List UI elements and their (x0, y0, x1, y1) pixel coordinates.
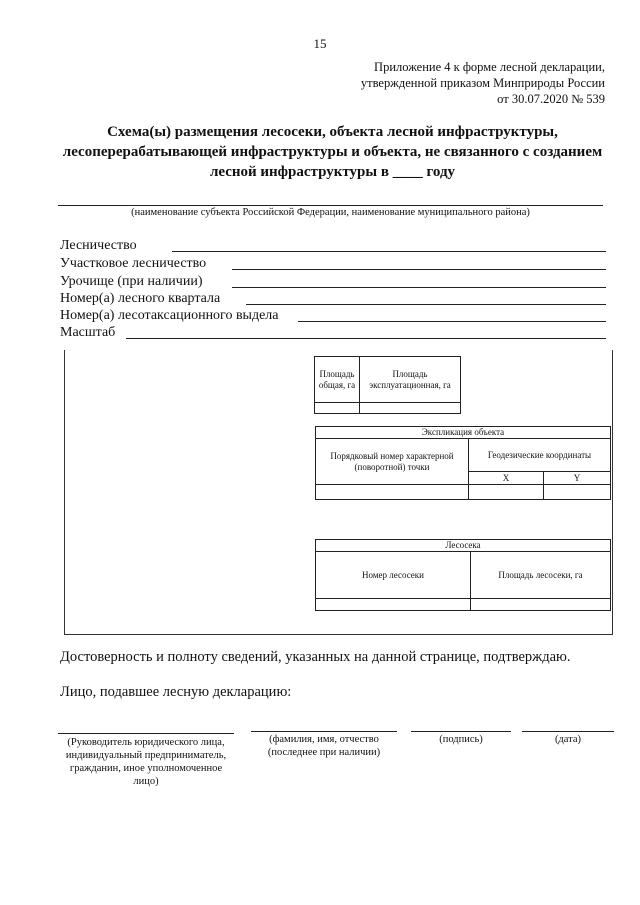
name-caption: (фамилия, имя, отчество (последнее при наличии) (267, 734, 381, 758)
explication-point-cell[interactable] (316, 485, 469, 500)
field-label-district-forestry: Участковое лесничество (60, 256, 207, 271)
lesoseka-number-cell[interactable] (316, 599, 471, 611)
scheme-frame-bottom (64, 634, 612, 635)
scheme-frame-right (612, 350, 613, 635)
field-input-scale[interactable] (126, 338, 606, 339)
lesoseka-number-header: Номер лесосеки (316, 552, 471, 599)
explication-y-header: Y (544, 472, 611, 485)
date-line[interactable] (522, 731, 614, 732)
lesoseka-title: Лесосека (316, 540, 611, 552)
explication-x-header: X (469, 472, 544, 485)
subject-input-line[interactable] (58, 205, 603, 206)
field-label-forestry: Лесничество (60, 238, 137, 253)
field-label-scale: Масштаб (60, 325, 116, 340)
explication-coords-header: Геодезические координаты (469, 439, 611, 472)
page-number: 15 (313, 36, 327, 51)
confirm-statement: Достоверность и полноту сведений, указанных на данной странице, подтверждаю. (60, 649, 571, 665)
appendix-line-2: утвержденной приказом Минприроды России (360, 76, 605, 90)
appendix-line-1: Приложение 4 к форме лесной декларации, (374, 60, 605, 74)
field-label-tract: Урочище (при наличии) (60, 274, 203, 289)
area-table (314, 356, 461, 414)
name-line[interactable] (251, 731, 397, 732)
title-line-3: лесной инфраструктуры в ____ году (209, 164, 456, 180)
area-total-header: Площадь общая, га (315, 357, 360, 403)
field-input-forestry[interactable] (172, 251, 606, 252)
explication-title: Экспликация объекта (316, 427, 611, 439)
position-line[interactable] (58, 733, 234, 734)
position-caption: (Руководитель юридического лица, индивидуальный предприниматель, гражданин, иное уполномоченное лицо) (65, 737, 227, 787)
explication-x-cell[interactable] (469, 485, 544, 500)
title-line-1: Схема(ы) размещения лесосеки, объекта лесной инфраструктуры, (107, 124, 558, 140)
area-total-cell[interactable] (315, 403, 360, 414)
explication-table (315, 426, 611, 500)
explication-point-header: Порядковый номер характерной (поворотной) точки (316, 439, 469, 485)
document-title (60, 122, 605, 182)
explication-y-cell[interactable] (544, 485, 611, 500)
subject-caption: (наименование субъекта Российской Федерации, наименование муниципального района) (131, 207, 530, 218)
area-exploit-header: Площадь эксплуатационная, га (360, 357, 461, 403)
date-caption: (дата) (554, 734, 582, 745)
lesoseka-area-cell[interactable] (471, 599, 611, 611)
lesoseka-table (315, 539, 611, 611)
scheme-frame-left (64, 350, 65, 635)
field-label-quarter: Номер(а) лесного квартала (60, 291, 221, 306)
field-input-district-forestry[interactable] (232, 269, 606, 270)
field-input-allotment[interactable] (298, 321, 606, 322)
declarant-label: Лицо, подавшее лесную декларацию: (60, 684, 292, 700)
title-line-2: лесоперерабатывающей инфраструктуры и объекта, не связанного с созданием (62, 144, 603, 160)
signature-caption: (подпись) (439, 734, 483, 745)
lesoseka-area-header: Площадь лесосеки, га (471, 552, 611, 599)
field-input-quarter[interactable] (246, 304, 606, 305)
area-exploit-cell[interactable] (360, 403, 461, 414)
field-label-allotment: Номер(а) лесотаксационного выдела (60, 308, 279, 323)
signature-line[interactable] (411, 731, 511, 732)
field-input-tract[interactable] (232, 287, 606, 288)
appendix-line-3: от 30.07.2020 № 539 (497, 92, 605, 106)
